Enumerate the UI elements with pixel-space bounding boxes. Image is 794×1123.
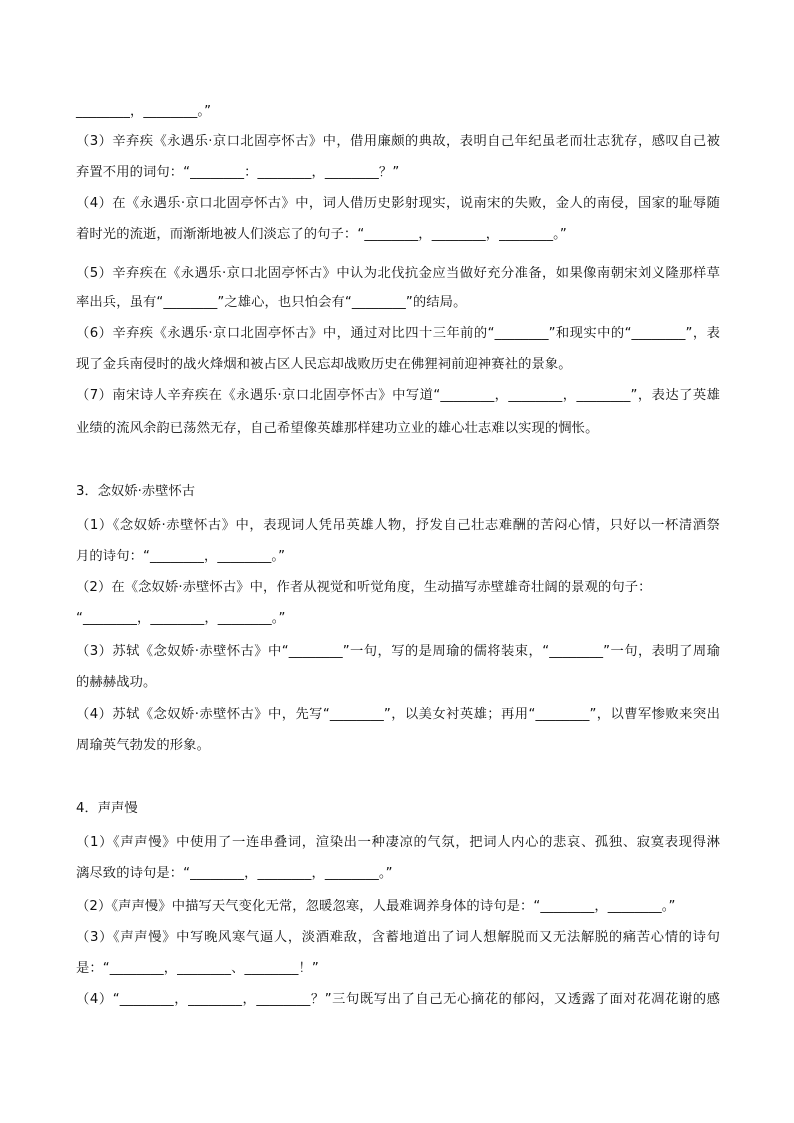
text-line: 率出兵，虽有“________”之雄心，也只怕会有“________”的结局。	[76, 295, 467, 310]
question-7-1: （7）南宋诗人辛弃疾在《永遇乐·京口北固亭怀古》中写道“________，________，________”，表达了英雄	[76, 388, 720, 403]
text-line: 业绩的流风余韵已荡然无存，自己希望像英雄那样建功立业的雄心壮志难以实现的惆怅。	[76, 421, 599, 436]
question-4-1: （4）在《永遇乐·京口北固亭怀古》中，词人借历史影射现实，说南宋的失败，金人的南侵，国家的耻辱随	[76, 196, 720, 211]
text-line: 弃置不用的词句：“________：________，________？”	[76, 165, 400, 180]
question-3-1: （3）辛弃疾《永遇乐·京口北固亭怀古》中，借用廉颇的典故，表明自己年纪虽老而壮志犹存，感叹自己被	[76, 134, 720, 149]
text-line: “________，________，________。”	[76, 611, 286, 626]
text-line: 月的诗句：“________，________。”	[76, 549, 286, 564]
question-4: （4）“________，________，________？”三句既写出了自己无心摘花的郁闷，又透露了面对花凋花谢的感	[76, 992, 720, 1007]
text-line: 的赫赫战功。	[76, 675, 157, 690]
text-line: 漓尽致的诗句是：“________，________，________。”	[76, 866, 393, 881]
question-5-1: （5）辛弃疾在《永遇乐·京口北固亭怀古》中认为北伐抗金应当做好充分准备，如果像南朝宋刘义隆那样草	[76, 266, 720, 281]
question-2: （2）《声声慢》中描写天气变化无常，忽暖忽寒，人最难调养身体的诗句是：“________，________。”	[76, 899, 676, 914]
text-line: 现了金兵南侵时的战火烽烟和被占区人民忘却战败历史在佛狸祠前迎神赛社的景象。	[76, 357, 572, 372]
text-line: 周瑜英气勃发的形象。	[76, 738, 210, 753]
text-line: 着时光的流逝，而渐渐地被人们淡忘了的句子：“________，________，________。”	[76, 227, 567, 242]
section-title: 3．念奴娇·赤壁怀古	[76, 484, 196, 499]
question-1: （1）《念奴娇·赤壁怀古》中，表现词人凭吊英雄人物，抒发自己壮志难酬的苦闷心情，只好以一杯清酒祭	[76, 518, 720, 533]
question-6-1: （6）辛弃疾《永遇乐·京口北固亭怀古》中，通过对比四十三年前的“________”和现实中的“________”，表	[76, 326, 720, 341]
text-line: 是：“________，________、________！”	[76, 961, 319, 976]
question-3: （3）苏轼《念奴娇·赤壁怀古》中“________”一句，写的是周瑜的儒将装束，“________”一句，表明了周瑜	[76, 644, 720, 659]
question-3: （3）《声声慢》中写晚风寒气逼人，淡酒难敌，含蓄地道出了词人想解脱而又无法解脱的痛苦心情的诗句	[76, 930, 720, 945]
question-4: （4）苏轼《念奴娇·赤壁怀古》中，先写“________”，以美女衬英雄；再用“________”，以曹军惨败来突出	[76, 707, 720, 722]
question-1: （1）《声声慢》中使用了一连串叠词，渲染出一种凄凉的气氛，把词人内心的悲哀、孤独、寂寞表现得淋	[76, 835, 720, 850]
section-title: 4．声声慢	[76, 801, 138, 816]
text-line: ________，________。”	[76, 104, 212, 119]
question-2: （2）在《念奴娇·赤壁怀古》中，作者从视觉和听觉角度，生动描写赤壁雄奇壮阔的景观的句子：	[76, 580, 652, 595]
